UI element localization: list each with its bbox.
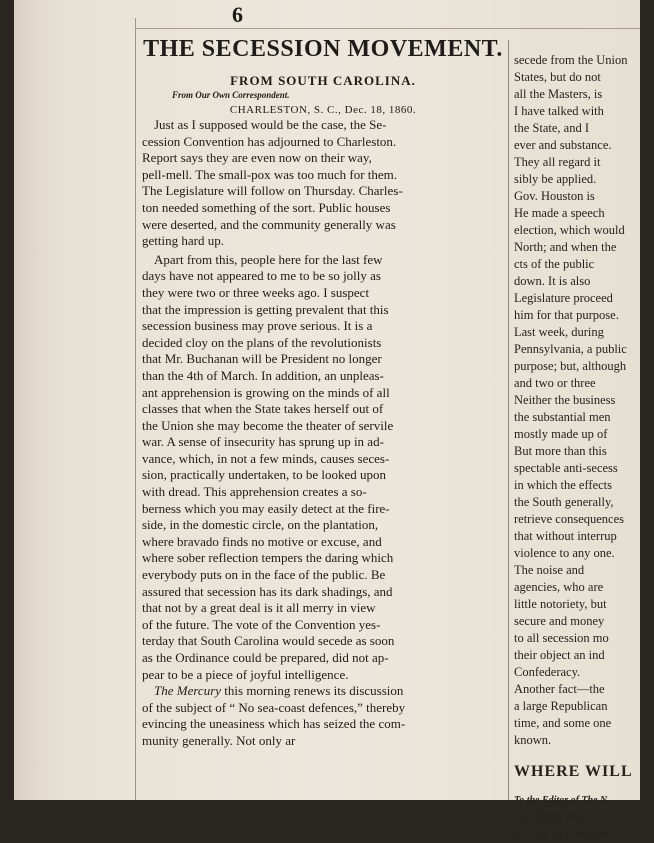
article-line: terday that South Carolina would secede as soon [142, 633, 395, 649]
right-column-line: I have talked with [514, 104, 604, 118]
dateline: CHARLESTON, S. C., Dec. 18, 1860. [229, 104, 417, 116]
right-column-line: their object an ind [514, 648, 605, 662]
article-line: the Union she may become the theater of servile [142, 417, 394, 433]
article-line: where sober reflection tempers the daring which [142, 550, 394, 566]
right-column-line: But more than this [514, 444, 607, 458]
right-column-line: agencies, who are [514, 580, 604, 594]
right-column-line: The noise and [514, 563, 585, 577]
article-line: Report says they are even now on their way, [142, 150, 372, 166]
right-column-line: election, which would [514, 223, 625, 237]
right-column-line: secure and money [514, 614, 605, 628]
right-column-line: North; and when the [514, 240, 617, 254]
left-column-blurred [14, 30, 134, 800]
article-line: Apart from this, people here for the last few [154, 251, 383, 267]
article-line: where bravado finds no motive or excuse, and [142, 533, 382, 549]
article-line: assured that secession has its dark shadings, and [142, 583, 393, 599]
article-column [142, 28, 504, 750]
right-column-line: Another fact—the [514, 682, 605, 696]
article-line: sion, practically undertaken, to be looked upon [142, 467, 387, 483]
right-headline: WHERE WILL [514, 763, 633, 780]
right-column-line: He made a speech [514, 206, 605, 220]
article-line: ton needed something of the sort. Public houses [142, 199, 391, 215]
right-column-line: that without interrup [514, 529, 617, 543]
article-line: The Legislature will follow on Thursday. Charles- [142, 183, 403, 199]
right-column-line: Legislature proceed [514, 291, 613, 305]
right-column-line: time, and some one [514, 716, 612, 730]
article-line: side, in the domestic circle, on the plantation, [142, 517, 379, 533]
article-line: they were two or three weeks ago. I suspect [142, 284, 370, 300]
article-line: Just as I supposed would be the case, the Se- [154, 117, 387, 132]
right-column-line: Gov. Houston is [514, 189, 595, 203]
right-column-line: all the Masters, is [514, 87, 603, 101]
article-line: vance, which, in not a few minds, causes seces- [142, 450, 390, 466]
right-column-line: They all regard it [514, 155, 601, 169]
page-number: 6 [232, 2, 243, 27]
right-column-line: cts of the public [514, 257, 595, 271]
article-line: pear to be a piece of joyful intelligence. [142, 666, 349, 682]
article-line: getting hard up. [142, 233, 224, 249]
right-column-line: States, but do not [514, 70, 601, 84]
right-column-line: him for that purpose. [514, 308, 619, 322]
article-line: ant apprehension is growing on the minds of all [142, 384, 390, 400]
right-column-line: little notoriety, but [514, 597, 607, 611]
subheadline: FROM SOUTH CAROLINA. [230, 73, 416, 88]
article-line: munity generally. Not only ar [142, 732, 296, 748]
right-column-line: purpose; but, although [514, 359, 627, 373]
article-line: classes that when the State takes herself out of [142, 401, 384, 417]
right-column-line: Confederacy. [514, 665, 581, 679]
article-line: of the future. The vote of the Convention yes- [142, 616, 381, 632]
right-column-line: sibly be applied. [514, 172, 597, 186]
right-column-line: Last week, during [514, 325, 604, 339]
article-body [142, 117, 504, 750]
article-line: pell-mell. The small-pox was too much for them. [142, 166, 398, 182]
right-column-line: to all secession mo [514, 631, 609, 645]
article-line: secession business may prove serious. It is a [142, 318, 373, 334]
right-column-line: secede from the Union [514, 53, 628, 67]
article-line: than the 4th of March. In addition, an unpleas- [142, 367, 384, 383]
right-column-line: violence to any one. [514, 546, 615, 560]
article-line: of the subject of “ No sea-coast defences,” thereby [142, 699, 406, 715]
right-column-line: mostly made up of [514, 427, 608, 441]
article-line: with dread. This apprehension creates a so- [142, 484, 367, 500]
right-column-line: Sir: Have you [514, 810, 584, 824]
right-column-line: the South generally, [514, 495, 614, 509]
right-column-line: known. [514, 733, 552, 747]
article-line: that not by a great deal is it all merry in view [142, 600, 376, 616]
right-column-line: Neither the business [514, 393, 616, 407]
column-rule-left [135, 18, 136, 800]
right-column-line: In case of a recessi [514, 827, 609, 841]
right-column-line: down. It is also [514, 274, 591, 288]
right-column [514, 52, 654, 843]
article-line: everybody puts on in the face of the public. Be [142, 567, 386, 583]
right-column-line: the substantial men [514, 410, 611, 424]
right-column-line: and two or three [514, 376, 596, 390]
article-line: decided cloy on the plans of the revolutionists [142, 334, 382, 350]
right-column-line: ever and substance. [514, 138, 612, 152]
article-line: The Mercury this morning renews its discussion [154, 683, 404, 699]
article-line: as the Ordinance could be prepared, did not ap- [142, 650, 389, 665]
right-column-line: in which the effects [514, 478, 612, 492]
right-column-line: Pennsylvania, a public [514, 342, 627, 356]
headline: THE SECESSION MOVEMENT. [143, 36, 503, 62]
article-line: evincing the uneasiness which has seized the com- [142, 716, 406, 732]
article-line: cession Convention has adjourned to Charleston. [142, 133, 397, 149]
right-italic-line: To the Editor of The N [514, 795, 608, 806]
column-rule-right [508, 40, 509, 800]
article-line: days have not appeared to me to be so jolly as [142, 268, 381, 284]
correspondent-line: From Our Own Correspondent. [172, 90, 290, 100]
article-line: war. A sense of insecurity has sprung up in ad- [142, 434, 384, 450]
right-column-line: the State, and I [514, 121, 589, 135]
article-line: were deserted, and the community generally was [142, 216, 396, 232]
article-line: that Mr. Buchanan will be President no longer [142, 351, 382, 367]
right-column-line: spectable anti-secess [514, 461, 618, 475]
right-column-line: a large Republican [514, 699, 608, 713]
article-line: berness which you may easily detect at the fire- [142, 500, 390, 516]
right-column-line: retrieve consequences [514, 512, 625, 526]
article-line: that the impression is getting prevalent that this [142, 301, 389, 317]
newspaper-page [14, 0, 640, 841]
right-column-body [514, 52, 654, 749]
right-column-after [514, 809, 654, 843]
